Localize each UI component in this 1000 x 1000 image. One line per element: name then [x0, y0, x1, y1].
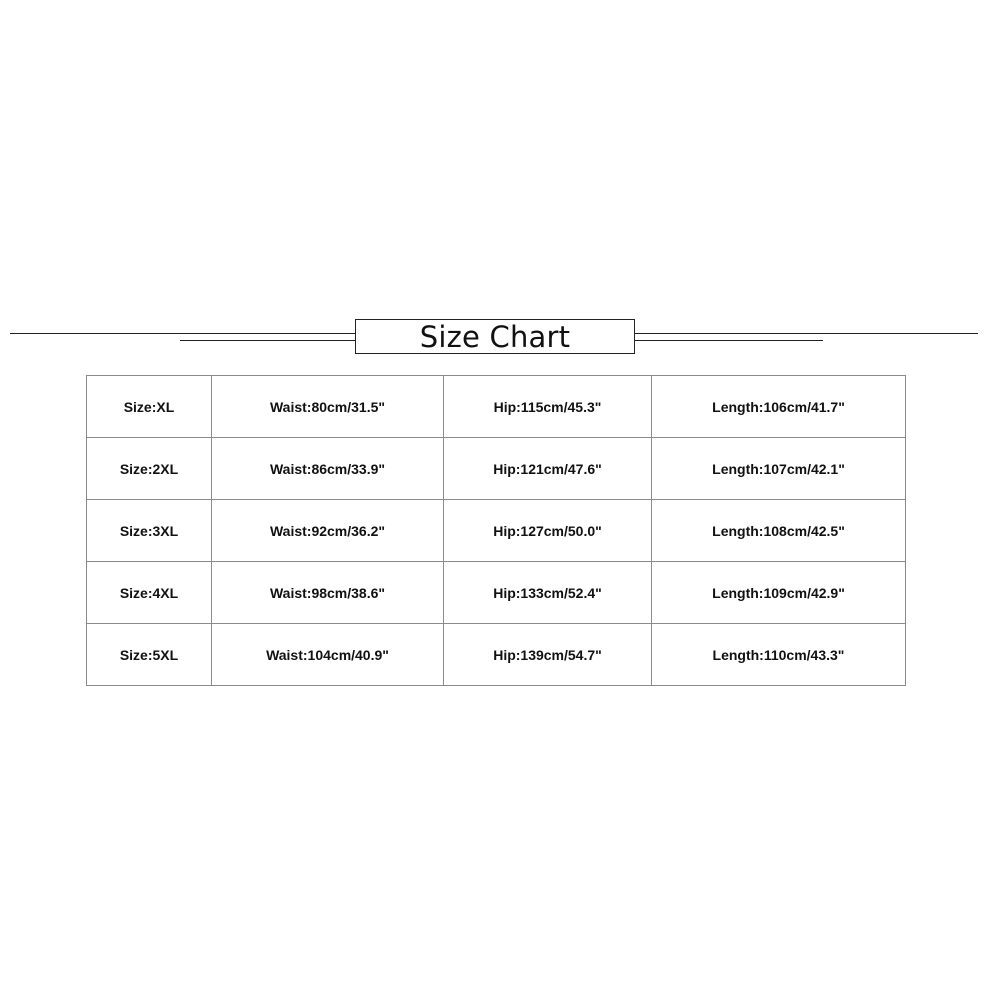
waist-cell: Waist:104cm/40.9" [212, 624, 444, 686]
hip-cell: Hip:121cm/47.6" [444, 438, 652, 500]
header-rule-left-short [180, 340, 355, 341]
waist-cell: Waist:80cm/31.5" [212, 376, 444, 438]
waist-cell: Waist:98cm/38.6" [212, 562, 444, 624]
hip-cell: Hip:127cm/50.0" [444, 500, 652, 562]
size-cell: Size:5XL [87, 624, 212, 686]
size-cell: Size:4XL [87, 562, 212, 624]
header-rule-right-long [635, 333, 978, 334]
length-cell: Length:106cm/41.7" [652, 376, 906, 438]
size-table [86, 375, 906, 686]
waist-cell: Waist:86cm/33.9" [212, 438, 444, 500]
header-rule-left-long [10, 333, 355, 334]
hip-cell: Hip:115cm/45.3" [444, 376, 652, 438]
table-row [87, 438, 906, 500]
length-cell: Length:110cm/43.3" [652, 624, 906, 686]
title-box [355, 319, 635, 354]
table-row [87, 562, 906, 624]
table-row [87, 500, 906, 562]
header-rule-right-short [635, 340, 823, 341]
page-title: Size Chart [419, 319, 571, 354]
size-cell: Size:2XL [87, 438, 212, 500]
table-row [87, 624, 906, 686]
table-row [87, 376, 906, 438]
length-cell: Length:107cm/42.1" [652, 438, 906, 500]
size-cell: Size:XL [87, 376, 212, 438]
waist-cell: Waist:92cm/36.2" [212, 500, 444, 562]
size-cell: Size:3XL [87, 500, 212, 562]
length-cell: Length:109cm/42.9" [652, 562, 906, 624]
length-cell: Length:108cm/42.5" [652, 500, 906, 562]
hip-cell: Hip:133cm/52.4" [444, 562, 652, 624]
hip-cell: Hip:139cm/54.7" [444, 624, 652, 686]
